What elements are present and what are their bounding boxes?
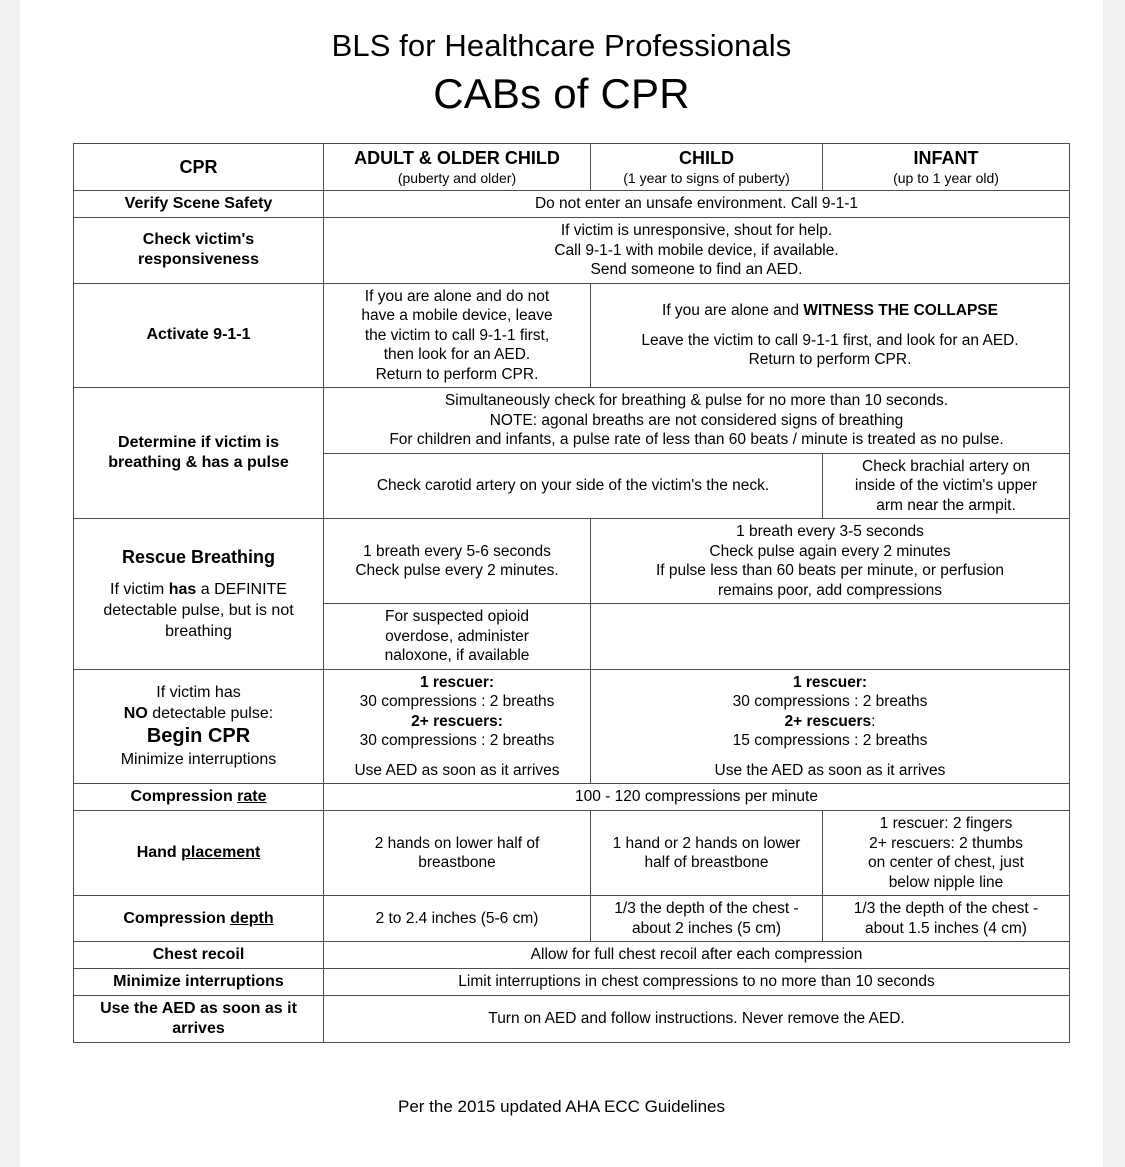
label-line-2-post: detectable pulse: (147, 705, 274, 723)
cell-line-2: half of breastbone (644, 854, 769, 871)
header-label-cpr: CPR (179, 156, 218, 177)
row-label-use-aed (74, 996, 324, 1043)
row-label-hand-placement (74, 811, 324, 896)
label-line-2: responsiveness (138, 251, 259, 269)
label-text-underlined: rate (237, 788, 267, 805)
cell-hand-placement-infant (823, 811, 1070, 896)
label-text-underlined: placement (181, 844, 261, 861)
cell-line-1: For suspected opioid (385, 608, 529, 625)
cell-text: Turn on AED and follow instructions. Never remove the AED. (488, 1010, 905, 1028)
cell-use-aed-all (324, 996, 1070, 1043)
cell-compression-depth-infant (823, 896, 1070, 942)
cell-line-2: NOTE: agonal breaths are not considered signs of breathing (489, 411, 904, 429)
cell-line-2: Call 9-1-1 with mobile device, if available. (554, 241, 839, 259)
cell-check-responsiveness-all (324, 218, 1070, 284)
cell-activate-911-adult (324, 283, 591, 388)
table-row-compression-depth (74, 896, 1070, 942)
cell-line-2: breastbone (418, 854, 496, 871)
label-line-2 (80, 703, 317, 724)
table-row-chest-recoil (74, 942, 1070, 969)
label-text-plain: Hand (136, 844, 182, 861)
label-text (123, 910, 273, 927)
cell-line-1-emphasis: WITNESS THE COLLAPSE (803, 302, 998, 319)
cell-line-2: 30 compressions : 2 breaths (359, 693, 555, 710)
cell-line-3: on center of chest, just (868, 854, 1024, 871)
table-row-determine-breathing (74, 388, 1070, 454)
cell-verify-scene-safety-all (324, 191, 1070, 218)
cell-line-3-emphasis: 2+ rescuers (784, 712, 872, 730)
cell-hand-placement-child (591, 811, 823, 896)
cell-line-5: Use the AED as soon as it arrives (714, 761, 946, 779)
cell-line-4: then look for an AED. (383, 346, 531, 363)
label-text-plain: Compression (130, 788, 238, 805)
cell-activate-911-child-infant (591, 283, 1070, 388)
label-spacer (80, 569, 317, 579)
cell-line-2: Leave the victim to call 9-1-1 first, and look for an AED. (641, 331, 1019, 349)
table-row-activate-911 (74, 283, 1070, 388)
label-text: Chest recoil (152, 946, 245, 963)
label-line-1: Check victim's (142, 231, 255, 249)
header-cell-cpr (74, 144, 324, 191)
cell-text: Limit interruptions in chest compressions to no more than 10 seconds (458, 973, 935, 991)
cell-text: Do not enter an unsafe environment. Call 9-1-1 (534, 195, 859, 213)
cell-text: 2 to 2.4 inches (5-6 cm) (375, 909, 539, 927)
table-row-compression-rate (74, 784, 1070, 811)
cell-line-2: about 2 inches (5 cm) (631, 919, 782, 937)
label-line-2: detectable pulse, but is not (103, 601, 294, 619)
cell-line-1: 1 breath every 3-5 seconds (736, 523, 924, 540)
cell-line-2: Check pulse again every 2 minutes (709, 542, 951, 560)
table-header-row (74, 144, 1070, 191)
cell-line-3: 2+ rescuers: (411, 712, 503, 730)
cell-line-1: 2 hands on lower half of (374, 834, 540, 852)
cell-line-1: 1/3 the depth of the chest - (614, 900, 799, 917)
cell-rescue-breathing-child-infant (591, 519, 1070, 604)
header-label-child: CHILD (679, 148, 734, 168)
table-row-minimize-interruptions (74, 969, 1070, 996)
header-label-infant: INFANT (913, 148, 979, 168)
cell-line-4: 15 compressions : 2 breaths (732, 732, 928, 749)
cell-line-1: If you are alone and do not (364, 287, 550, 305)
cell-chest-recoil-all (324, 942, 1070, 969)
label-text: Activate 9-1-1 (146, 326, 251, 344)
cell-line-3 (597, 712, 1063, 732)
label-line-1: Determine if victim is (118, 434, 279, 451)
cell-line-1: 1 rescuer: (419, 673, 495, 691)
header-cell-child (591, 144, 823, 191)
document-page (20, 0, 1103, 1167)
cell-line-2: inside of the victim's upper (854, 477, 1038, 494)
cell-line-3: arm near the armpit. (876, 496, 1016, 514)
document-title-block (20, 0, 1103, 120)
cell-spacer (597, 321, 1063, 331)
cell-line-1-pre: If you are alone and (662, 302, 804, 319)
cell-line-4: remains poor, add compressions (717, 581, 942, 599)
header-label-adult: ADULT & OLDER CHILD (354, 148, 560, 168)
label-text (130, 788, 266, 805)
row-label-determine-breathing (74, 388, 324, 519)
document-footer: Per the 2015 updated AHA ECC Guidelines (398, 1097, 725, 1116)
cell-line-1: Simultaneously check for breathing & pulse for no more than 10 seconds. (444, 392, 949, 409)
cell-spacer (330, 751, 584, 761)
cell-line-3: naloxone, if available (384, 647, 530, 664)
cell-line-1: 1 rescuer: 2 fingers (879, 815, 1013, 832)
cell-line-2: 2+ rescuers: 2 thumbs (869, 834, 1023, 852)
cell-line-3: the victim to call 9-1-1 first, (364, 326, 550, 344)
cell-line-1: 1 rescuer: (792, 673, 868, 691)
cell-line-2: 30 compressions : 2 breaths (732, 693, 928, 710)
label-text: Verify Scene Safety (124, 195, 273, 212)
label-line-4: Minimize interruptions (120, 751, 277, 769)
cell-line-1: 1/3 the depth of the chest - (853, 900, 1039, 917)
label-text-underlined: depth (230, 909, 274, 927)
label-line-1-emphasis: has (168, 580, 197, 598)
row-label-rescue-breathing (74, 519, 324, 670)
cell-line-3: If pulse less than 60 beats per minute, or perfusion (655, 562, 1005, 579)
table-row-check-responsiveness (74, 218, 1070, 284)
header-sublabel-infant: (up to 1 year old) (893, 170, 999, 186)
cell-opioid-child-infant-empty (591, 604, 1070, 670)
cell-line-4: below nipple line (888, 873, 1004, 891)
row-label-verify-scene-safety (74, 191, 324, 218)
cell-compression-depth-adult (324, 896, 591, 942)
row-label-compression-rate (74, 784, 324, 811)
row-label-begin-cpr (74, 669, 324, 784)
cell-minimize-interruptions-all (324, 969, 1070, 996)
cell-line-1: If victim is unresponsive, shout for help. (560, 222, 833, 239)
cell-compression-depth-child (591, 896, 823, 942)
label-line-1: If victim has (156, 684, 241, 702)
cell-line-1: 1 breath every 5-6 seconds (363, 542, 551, 560)
cpr-comparison-table (73, 143, 1070, 1043)
cell-spacer (597, 751, 1063, 761)
label-line-1: Use the AED as soon as it (100, 1000, 297, 1017)
cell-line-4: 30 compressions : 2 breaths (359, 732, 555, 749)
cell-line-1 (597, 301, 1063, 321)
label-text-plain: Compression (123, 909, 231, 927)
row-label-chest-recoil (74, 942, 324, 969)
cell-line-1: 1 hand or 2 hands on lower (612, 834, 801, 852)
label-line-1 (80, 579, 317, 600)
label-line-2: breathing & has a pulse (108, 454, 289, 471)
table-row-hand-placement (74, 811, 1070, 896)
header-cell-infant (823, 144, 1070, 191)
label-text (137, 844, 261, 861)
cell-line-2: about 1.5 inches (4 cm) (865, 919, 1027, 937)
cell-rescue-breathing-adult (324, 519, 591, 604)
header-cell-adult (324, 144, 591, 191)
cell-opioid-adult (324, 604, 591, 670)
cell-begin-cpr-child-infant (591, 669, 1070, 784)
header-sublabel-child: (1 year to signs of puberty) (623, 170, 790, 186)
cell-text: Allow for full chest recoil after each compression (530, 946, 863, 964)
label-line-3: Begin CPR (146, 725, 251, 748)
label-line-3: breathing (165, 622, 232, 640)
table-row-begin-cpr (74, 669, 1070, 784)
cell-line-5: Use AED as soon as it arrives (354, 761, 560, 779)
page-title-line2: CABs of CPR (433, 70, 690, 117)
cell-line-3: Send someone to find an AED. (590, 261, 803, 278)
label-text: Minimize interruptions (113, 973, 284, 990)
label-line-1-pre: If victim (110, 580, 169, 598)
table-row-use-aed (74, 996, 1070, 1043)
cell-brachial-check (823, 453, 1070, 519)
label-line-1-post: a DEFINITE (196, 580, 287, 598)
cell-line-1: Check brachial artery on (862, 457, 1030, 475)
cell-hand-placement-adult (324, 811, 591, 896)
label-line-2: arrives (172, 1020, 225, 1037)
label-title: Rescue Breathing (121, 546, 276, 567)
table-row-rescue-breathing (74, 519, 1070, 604)
cell-determine-breathing-all (324, 388, 1070, 454)
label-line-2-emphasis: NO (123, 705, 148, 723)
cell-carotid-check (324, 453, 823, 519)
cell-begin-cpr-adult (324, 669, 591, 784)
cell-line-2: have a mobile device, leave (361, 307, 553, 324)
cell-text: Check carotid artery on your side of the victim's the neck. (376, 477, 770, 494)
table-row-verify-scene-safety (74, 191, 1070, 218)
cell-line-5: Return to perform CPR. (375, 365, 539, 383)
cell-text: 100 - 120 compressions per minute (575, 788, 818, 806)
cell-line-3-post: : (871, 712, 876, 730)
cell-line-2: overdose, administer (385, 627, 529, 645)
page-title-line1: BLS for Healthcare Professionals (331, 28, 792, 63)
row-label-check-responsiveness (74, 218, 324, 284)
row-label-minimize-interruptions (74, 969, 324, 996)
cell-compression-rate-all (324, 784, 1070, 811)
cell-line-3: Return to perform CPR. (748, 351, 912, 368)
header-sublabel-adult: (puberty and older) (397, 170, 517, 186)
cell-line-3: For children and infants, a pulse rate of less than 60 beats / minute is treated as no pulse. (389, 431, 1004, 448)
row-label-compression-depth (74, 896, 324, 942)
row-label-activate-911 (74, 283, 324, 388)
cell-line-2: Check pulse every 2 minutes. (355, 562, 559, 579)
